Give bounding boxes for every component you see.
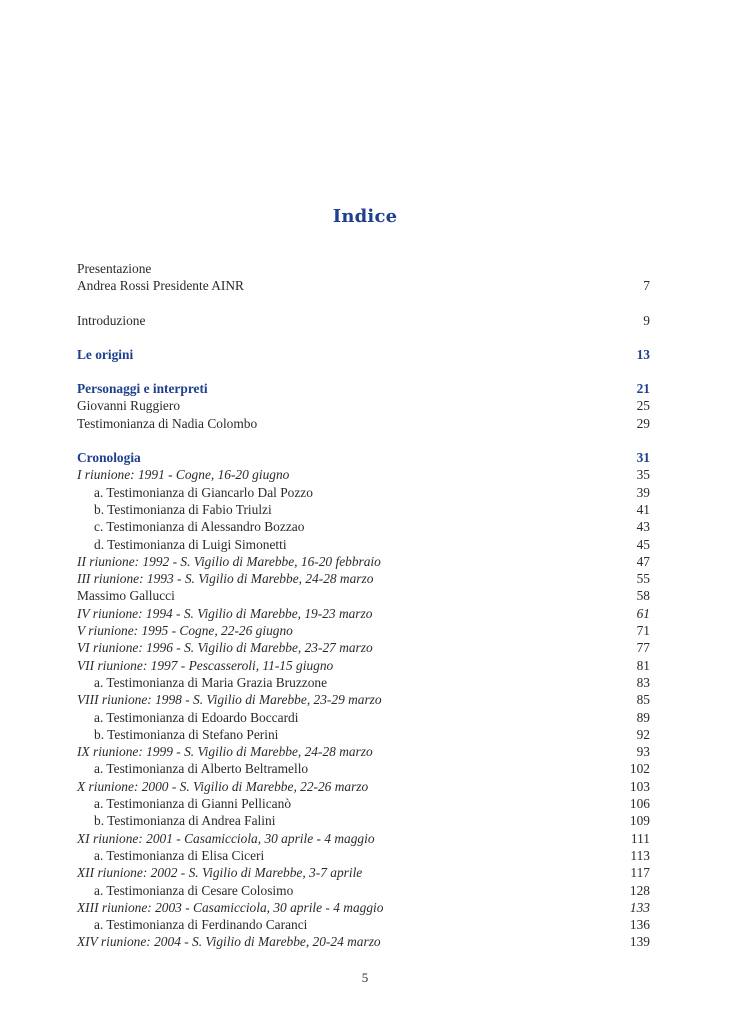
toc-subentry[interactable] bbox=[77, 812, 650, 829]
toc-entry-label: Presentazione bbox=[77, 261, 152, 276]
toc-entry-label: VII riunione: 1997 - Pescasseroli, 11-15 giugno bbox=[77, 657, 334, 673]
toc-entry-label: c. Testimonianza di Alessandro Bozzao bbox=[94, 519, 305, 535]
toc-entry-page: 139 bbox=[629, 934, 650, 950]
toc-entry-page: 92 bbox=[636, 726, 650, 742]
toc-entry[interactable] bbox=[77, 622, 650, 639]
toc-entry-page: 58 bbox=[636, 588, 650, 604]
toc-entry-andrea-rossi[interactable] bbox=[77, 277, 650, 294]
toc-entry-page: 89 bbox=[636, 709, 650, 725]
toc-entry-page: 47 bbox=[636, 553, 650, 569]
toc-entry-label: Introduzione bbox=[77, 312, 146, 328]
toc-entry-page: 43 bbox=[636, 519, 650, 535]
toc-entry-label: a. Testimonianza di Edoardo Boccardi bbox=[94, 709, 299, 725]
toc-entry-page: 9 bbox=[643, 312, 650, 328]
toc-entry-page: 133 bbox=[629, 899, 650, 915]
toc-entry-label: XIV riunione: 2004 - S. Vigilio di Marebbe, 20-24 marzo bbox=[77, 934, 381, 950]
toc-entry-label: II riunione: 1992 - S. Vigilio di Marebbe, 16-20 febbraio bbox=[77, 553, 381, 569]
toc-entry-introduzione[interactable] bbox=[77, 312, 650, 329]
toc-entry-label: Giovanni Ruggiero bbox=[77, 398, 181, 414]
toc-entry-label: a. Testimonianza di Elisa Ciceri bbox=[94, 847, 265, 863]
toc-entry-page: 81 bbox=[636, 657, 650, 673]
toc-section-page: 21 bbox=[636, 381, 650, 397]
toc-subentry[interactable] bbox=[77, 674, 650, 691]
toc-entry[interactable] bbox=[77, 691, 650, 708]
toc-subentry[interactable] bbox=[77, 484, 650, 501]
toc-entry-label: b. Testimonianza di Andrea Falini bbox=[94, 813, 276, 829]
toc-entry-label: IX riunione: 1999 - S. Vigilio di Marebbe, 24-28 marzo bbox=[77, 744, 373, 760]
toc-entry-label: VI riunione: 1996 - S. Vigilio di Marebbe, 23-27 marzo bbox=[77, 640, 373, 656]
toc-entry[interactable] bbox=[77, 933, 650, 950]
toc-entry-page: 93 bbox=[636, 744, 650, 760]
toc-entry-label: Andrea Rossi Presidente AINR bbox=[77, 278, 244, 294]
page-title: Indice bbox=[332, 206, 398, 227]
toc-entry[interactable] bbox=[77, 830, 650, 847]
toc-entry[interactable] bbox=[77, 553, 650, 570]
toc-subentry[interactable] bbox=[77, 709, 650, 726]
toc-entry-page: 29 bbox=[636, 415, 650, 431]
toc-entry-presentazione[interactable] bbox=[77, 260, 650, 277]
toc-entry-page: 35 bbox=[636, 467, 650, 483]
toc-section-personaggi[interactable] bbox=[77, 380, 650, 397]
toc-section-page: 13 bbox=[636, 346, 650, 362]
toc-entry-label: Testimonianza di Nadia Colombo bbox=[77, 415, 258, 431]
toc-entry-label: I riunione: 1991 - Cogne, 16-20 giugno bbox=[77, 467, 290, 483]
page-number: 5 bbox=[361, 970, 369, 985]
toc-entry-page: 109 bbox=[629, 813, 650, 829]
toc-entry[interactable] bbox=[77, 570, 650, 587]
cronologia-list bbox=[77, 466, 650, 950]
toc-entry-page: 117 bbox=[630, 865, 650, 881]
toc-section-label: Cronologia bbox=[77, 450, 141, 466]
toc-section-label: Le origini bbox=[77, 346, 134, 362]
toc-entry-page: 111 bbox=[630, 830, 650, 846]
toc-entry[interactable] bbox=[77, 778, 650, 795]
toc-entry-page: 45 bbox=[636, 536, 650, 552]
toc-entry-label: b. Testimonianza di Stefano Perini bbox=[94, 726, 279, 742]
toc-entry-label: a. Testimonianza di Giancarlo Dal Pozzo bbox=[94, 484, 313, 500]
toc-entry-page: 83 bbox=[636, 674, 650, 690]
toc-entry-page: 39 bbox=[636, 484, 650, 500]
toc-entry[interactable] bbox=[77, 587, 650, 604]
toc-entry-label: a. Testimonianza di Ferdinando Caranci bbox=[94, 917, 308, 933]
toc-section-page: 31 bbox=[636, 450, 650, 466]
toc-entry-page: 106 bbox=[629, 796, 650, 812]
toc-subentry[interactable] bbox=[77, 795, 650, 812]
toc-section-cronologia[interactable] bbox=[77, 449, 650, 466]
toc-entry-label: IV riunione: 1994 - S. Vigilio di Marebbe, 19-23 marzo bbox=[77, 605, 373, 621]
toc-entry[interactable] bbox=[77, 864, 650, 881]
toc-entry-label: XI riunione: 2001 - Casamicciola, 30 aprile - 4 maggio bbox=[77, 830, 375, 846]
toc-entry-label: b. Testimonianza di Fabio Triulzi bbox=[94, 501, 272, 517]
toc-section-le-origini[interactable] bbox=[77, 346, 650, 363]
toc-entry-page: 61 bbox=[636, 605, 650, 621]
toc-subentry[interactable] bbox=[77, 726, 650, 743]
toc-entry[interactable] bbox=[77, 657, 650, 674]
toc-entry-page: 85 bbox=[636, 692, 650, 708]
toc-entry[interactable] bbox=[77, 899, 650, 916]
toc-subentry[interactable] bbox=[77, 916, 650, 933]
toc-entry-label: VIII riunione: 1998 - S. Vigilio di Marebbe, 23-29 marzo bbox=[77, 692, 382, 708]
toc-subentry[interactable] bbox=[77, 847, 650, 864]
toc-entry-label: III riunione: 1993 - S. Vigilio di Marebbe, 24-28 marzo bbox=[77, 571, 374, 587]
table-of-contents bbox=[77, 260, 650, 951]
toc-entry[interactable] bbox=[77, 415, 650, 432]
toc-entry-label: XII riunione: 2002 - S. Vigilio di Marebbe, 3-7 aprile bbox=[77, 865, 363, 881]
toc-entry[interactable] bbox=[77, 466, 650, 483]
toc-entry-page: 77 bbox=[636, 640, 650, 656]
toc-subentry[interactable] bbox=[77, 536, 650, 553]
toc-entry-label: a. Testimonianza di Cesare Colosimo bbox=[94, 882, 294, 898]
toc-entry-label: a. Testimonianza di Alberto Beltramello bbox=[94, 761, 309, 777]
toc-section-label: Personaggi e interpreti bbox=[77, 381, 208, 397]
toc-entry-page: 113 bbox=[630, 847, 650, 863]
toc-entry-label: Massimo Gallucci bbox=[77, 588, 175, 604]
toc-entry-page: 128 bbox=[629, 882, 650, 898]
toc-entry[interactable] bbox=[77, 397, 650, 414]
toc-entry-page: 103 bbox=[629, 778, 650, 794]
toc-subentry[interactable] bbox=[77, 501, 650, 518]
toc-entry-label: X riunione: 2000 - S. Vigilio di Marebbe, 22-26 marzo bbox=[77, 778, 369, 794]
toc-entry-label: V riunione: 1995 - Cogne, 22-26 giugno bbox=[77, 623, 293, 639]
toc-entry[interactable] bbox=[77, 605, 650, 622]
toc-subentry[interactable] bbox=[77, 760, 650, 777]
toc-entry-page: 102 bbox=[629, 761, 650, 777]
toc-entry-label: XIII riunione: 2003 - Casamicciola, 30 aprile - 4 maggio bbox=[77, 899, 384, 915]
toc-subentry[interactable] bbox=[77, 518, 650, 535]
toc-entry-page: 41 bbox=[636, 501, 650, 517]
toc-subentry[interactable] bbox=[77, 882, 650, 899]
toc-entry-label: d. Testimonianza di Luigi Simonetti bbox=[94, 536, 287, 552]
toc-entry-label: a. Testimonianza di Maria Grazia Bruzzone bbox=[94, 674, 328, 690]
toc-entry-page: 136 bbox=[629, 917, 650, 933]
toc-entry-page: 71 bbox=[636, 623, 650, 639]
toc-entry[interactable] bbox=[77, 639, 650, 656]
toc-entry[interactable] bbox=[77, 743, 650, 760]
toc-entry-label: a. Testimonianza di Gianni Pellicanò bbox=[94, 796, 292, 812]
toc-entry-page: 25 bbox=[636, 398, 650, 414]
toc-entry-page: 55 bbox=[636, 571, 650, 587]
toc-entry-page: 7 bbox=[643, 278, 650, 294]
